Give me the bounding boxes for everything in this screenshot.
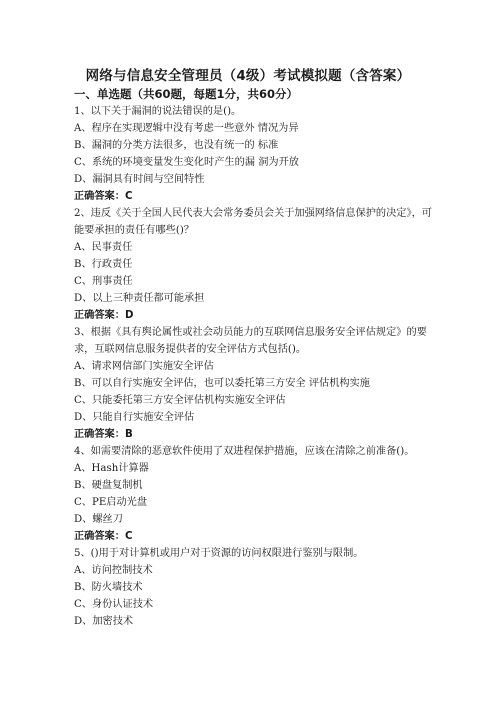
option-b: B、硬盘复制机 (74, 480, 143, 491)
option-d: D、以上三种责任都可能承担 (74, 293, 205, 304)
answer-label: 正确答案： (74, 429, 125, 440)
option-a: A、访问控制技术 (74, 565, 153, 576)
option-b: B、漏洞的分类方法很多，也没有统一的 标准 (74, 140, 279, 151)
option-c: C、系统的环境变量发生变化时产生的漏 洞为开放 (74, 157, 299, 168)
option-c: C、刑事责任 (74, 276, 133, 287)
option-c: C、身份认证技术 (74, 599, 154, 610)
option-b: B、可以自行实施安全评估，也可以委托第三方安全 评估机构实施 (74, 378, 370, 389)
section-heading: 一、单选题（共60题，每题1分，共60分） (74, 87, 299, 101)
answer-value: B (124, 429, 133, 440)
option-d: D、螺丝刀 (74, 514, 123, 525)
question-4 (74, 443, 434, 545)
question-1 (74, 103, 434, 205)
answer-label: 正确答案： (74, 191, 125, 202)
answer-value: D (124, 310, 134, 321)
question-3 (74, 324, 434, 443)
option-a: A、民事责任 (74, 242, 133, 253)
question-stem: 3、根据《具有舆论属性或社会动员能力的互联网信息服务安全评估规定》的要求，互联网信息服务提供者的安全评估方式包括()。 (74, 327, 427, 355)
answer-label: 正确答案： (74, 531, 125, 542)
question-2 (74, 205, 434, 324)
option-d: D、只能自行实施安全评估 (74, 412, 195, 423)
question-stem: 4、如需要清除的恶意软件使用了双进程保护措施，应该在清除之前准备()。 (74, 446, 415, 457)
option-d: D、加密技术 (74, 616, 134, 627)
question-5 (74, 545, 434, 630)
answer-line (74, 307, 434, 324)
option-c: C、只能委托第三方安全评估机构实施安全评估 (74, 395, 286, 406)
document-body (74, 86, 434, 630)
answer-line (74, 528, 434, 545)
option-a: A、Hash计算器 (74, 463, 149, 474)
answer-line (74, 426, 434, 443)
answer-value: C (124, 191, 133, 202)
answer-label: 正确答案： (74, 310, 125, 321)
answer-value: C (124, 531, 133, 542)
option-d: D、漏洞具有时间与空间特性 (74, 174, 205, 185)
answer-line (74, 188, 434, 205)
question-stem: 5、()用于对计算机或用户对于资源的访问权限进行鉴别与限制。 (74, 548, 364, 559)
document-title: 网络与信息安全管理员（4级）考试模拟题（含答案） (85, 68, 411, 84)
option-a: A、程序在实现逻辑中没有考虑一些意外 情况为异 (74, 123, 299, 134)
question-stem: 2、违反《关于全国人民代表大会常务委员会关于加强网络信息保护的决定》，可能要承担的责任有哪些()？ (74, 208, 432, 236)
question-stem: 1、以下关于漏洞的说法错误的是()。 (74, 106, 242, 117)
option-c: C、PE启动光盘 (74, 497, 148, 508)
option-b: B、行政责任 (74, 259, 133, 270)
option-b: B、防火墙技术 (74, 582, 143, 593)
option-a: A、请求网信部门实施安全评估 (74, 361, 214, 372)
